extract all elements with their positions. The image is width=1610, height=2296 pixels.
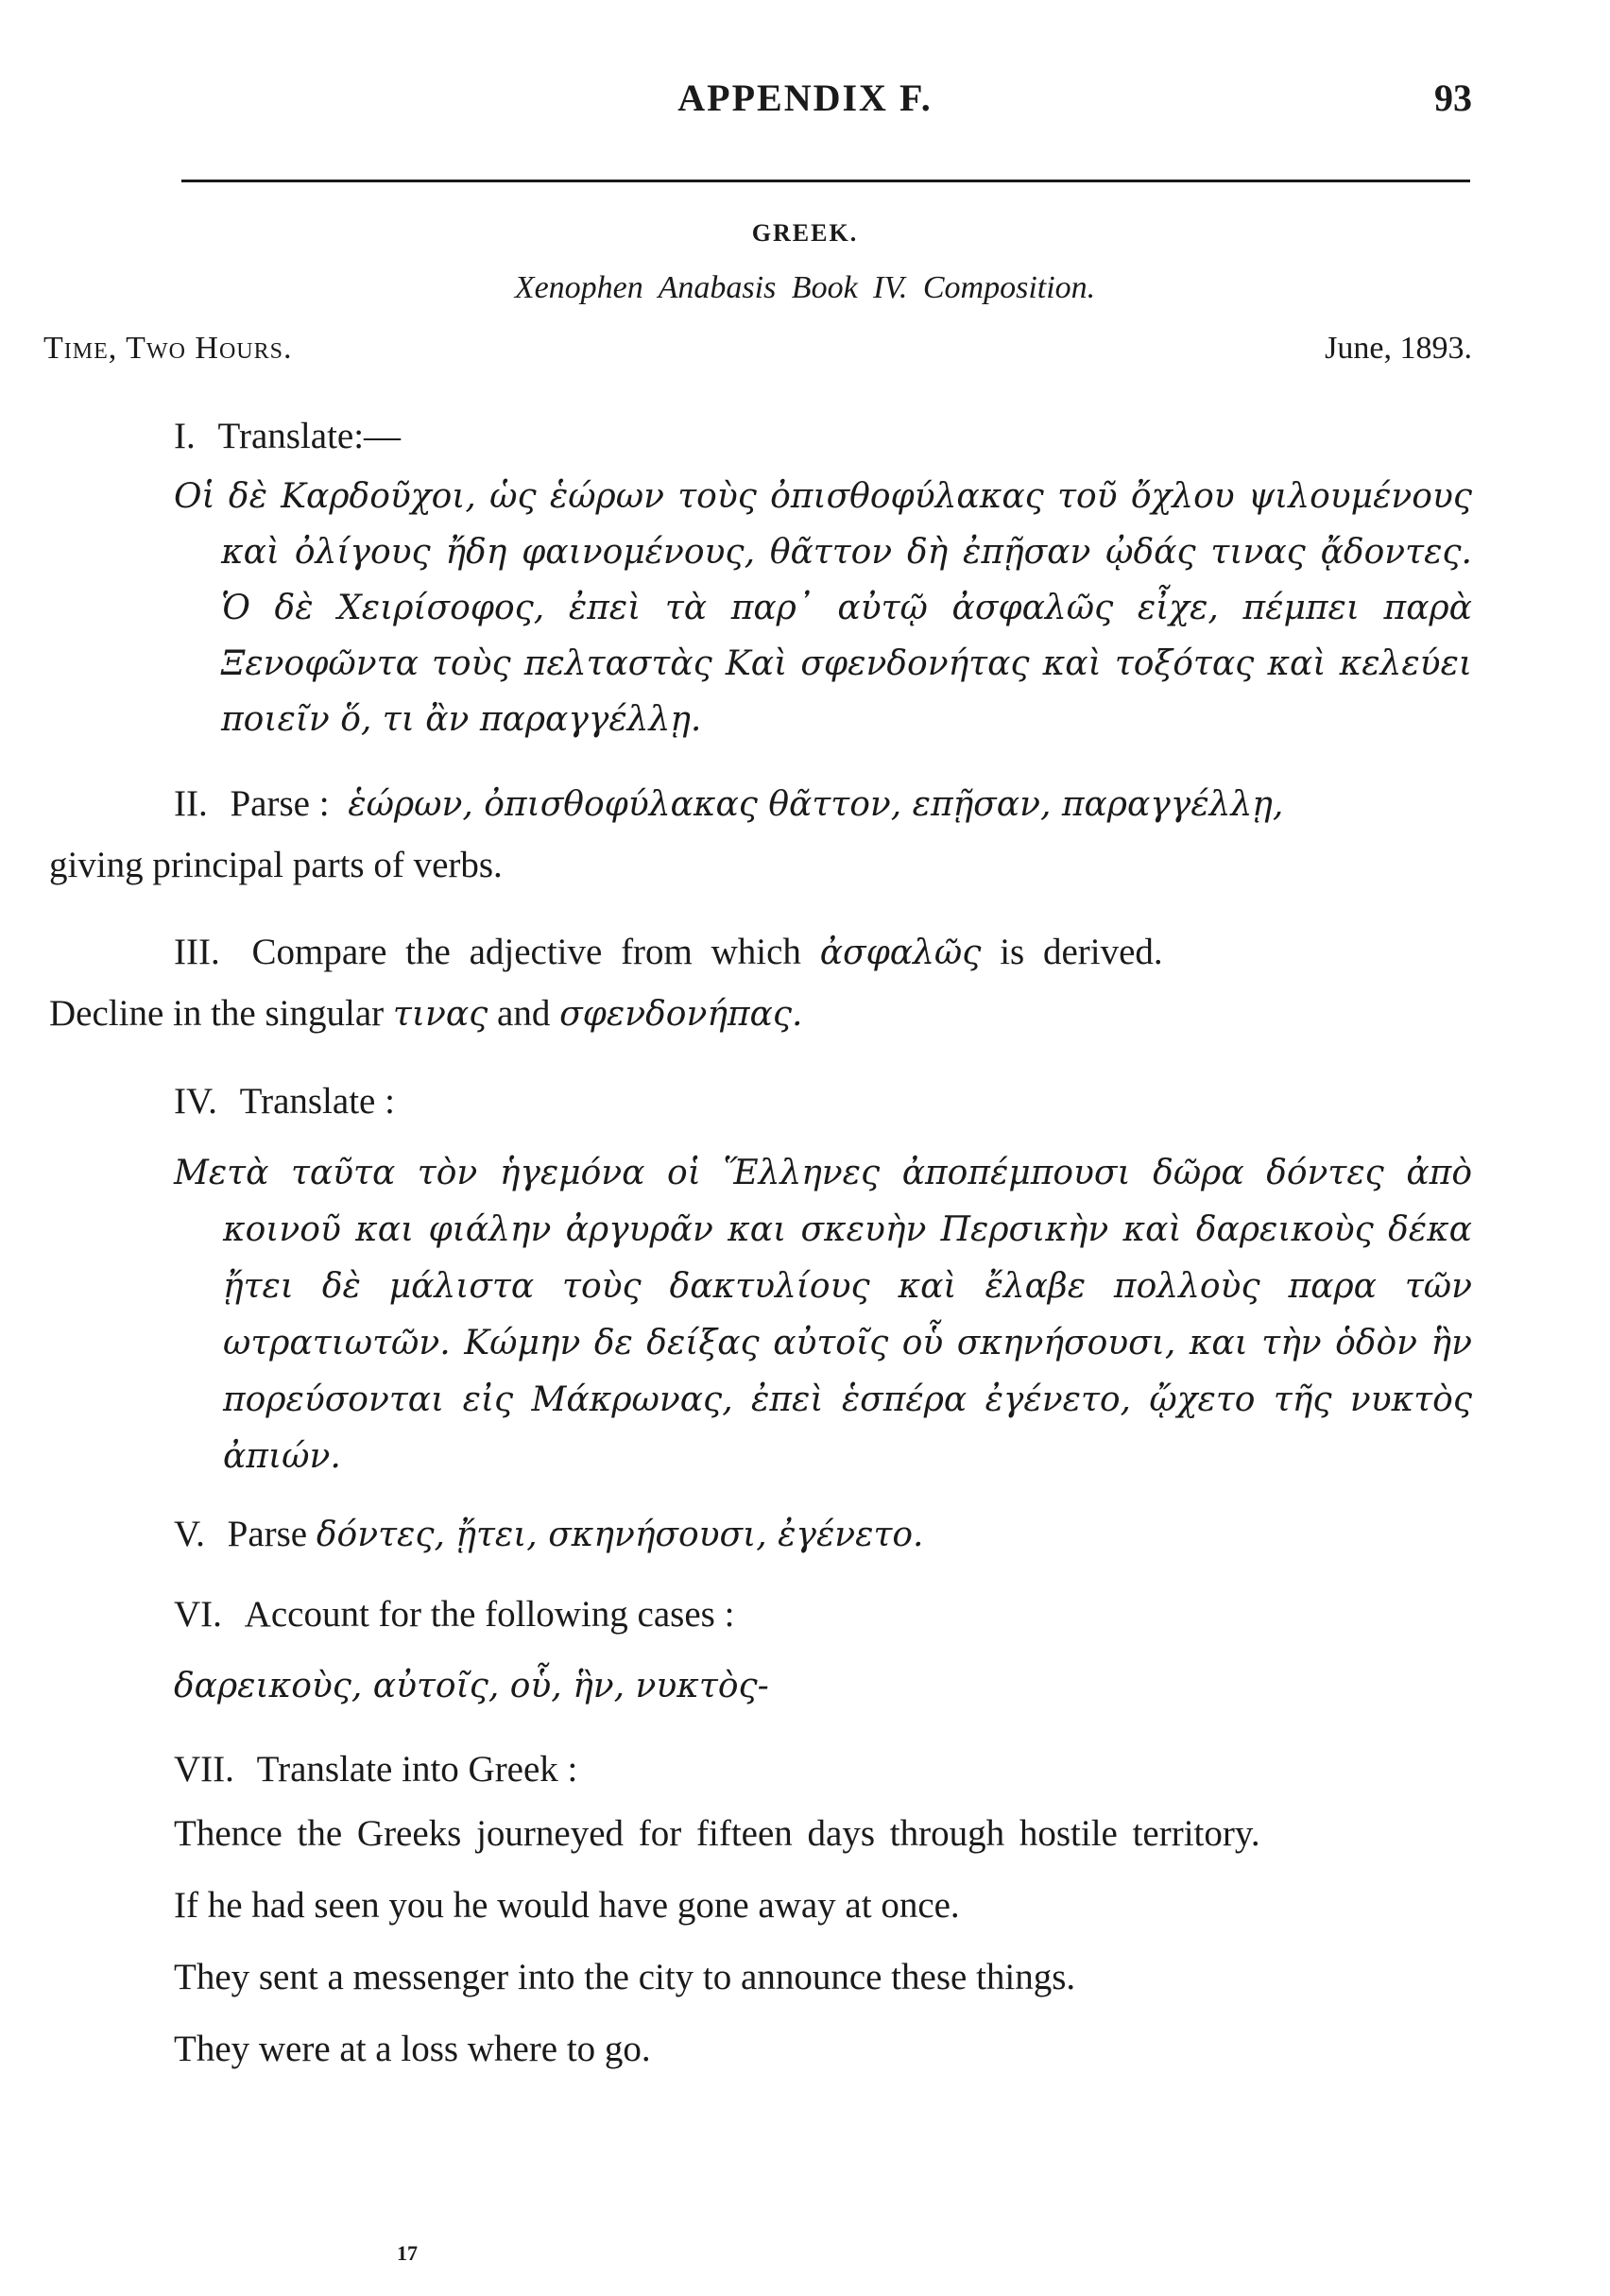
greek-word: σφενδονήπας.: [559, 995, 803, 1034]
signature-mark: 17: [397, 2241, 418, 2265]
exam-time: Time, Two Hours.: [43, 331, 293, 366]
question-number: IV.: [174, 1081, 217, 1122]
question-text: Decline in the singular: [49, 993, 385, 1034]
question-6: [49, 1585, 1472, 1717]
question-3: [49, 922, 1472, 1045]
exam-subject: GREEK.: [751, 219, 859, 247]
question-heading: Account for the following cases :: [244, 1594, 735, 1635]
question-label: Parse: [227, 1514, 308, 1554]
question-heading: Translate into Greek :: [256, 1749, 578, 1790]
greek-words: δαρεικοὺς, αὐτοῖς, οὗ, ἣν, νυκτὸς-: [174, 1667, 769, 1705]
question-number: VII.: [174, 1749, 234, 1790]
exam-course: Xenophen Anabasis Book IV. Composition.: [514, 270, 1096, 305]
question-5: [49, 1504, 1472, 1566]
question-7: [49, 1739, 1472, 2080]
greek-words: ἑώρων, ὀπισθοφύλακας θᾶττον, επῇσαν, παραγγέλλῃ,: [348, 785, 1284, 824]
question-heading: Translate:—: [217, 416, 402, 456]
page-number: 93: [1434, 77, 1472, 119]
question-number: III.: [174, 932, 220, 972]
question-continuation: giving principal parts of verbs.: [49, 845, 503, 885]
question-text: Compare the adjective from which: [251, 932, 801, 972]
translation-sentence: They sent a messenger into the city to announce these things.: [174, 1957, 1076, 1997]
question-2: [49, 774, 1472, 896]
question-number: V.: [174, 1514, 205, 1554]
page-header: [0, 76, 1610, 132]
exam-body: [49, 406, 1472, 2080]
question-number: VI.: [174, 1594, 222, 1635]
header-rule: [181, 180, 1470, 182]
running-head: APPENDIX F.: [677, 77, 933, 119]
question-heading: Translate :: [239, 1081, 395, 1122]
greek-word: τινας: [392, 995, 488, 1034]
question-text: and: [497, 993, 551, 1034]
greek-word: ἀσφαλῶς: [819, 934, 982, 972]
greek-words: δόντες, ᾔτει, σκηνήσουσι, ἐγένετο.: [316, 1516, 924, 1554]
greek-passage: Μετὰ ταῦτα τὸν ἡγεμόνα οἱ Ἕλληνες ἀποπέμπουσι δῶρα δόντες ἀπὸ κοινοῦ και φιάλην ἀργυρᾶν και σκευὴν Περσικὴν καὶ δαρεικοὺς δέκα ᾔτει δὲ μάλιστα τοὺς δακτυλίους καὶ ἔλαβε πολλοὺς παρα τῶν ωτρατιωτῶν. Κώμην δε δείξας αὐτοῖς οὗ σκηνήσουσι, και τὴν ὁδὸν ἣν πορεύσονται εἰς Μάκρωνας, ἐπεὶ ἑσπέρα ἐγένετο, ᾤχετο τῆς νυκτὸς ἀπιών.: [174, 1154, 1472, 1476]
question-1: [49, 406, 1472, 747]
translation-sentence: If he had seen you he would have gone away at once.: [174, 1885, 960, 1926]
question-label: Parse :: [230, 783, 330, 824]
question-text: is derived.: [1000, 932, 1163, 972]
greek-passage: Οἱ δὲ Καρδοῦχοι, ὡς ἑώρων τοὺς ὀπισθοφύλακας τοῦ ὄχλου ψιλουμένους καὶ ὀλίγους ἤδη φαινομένους, θᾶττον δὴ ἐπῇσαν ᾠδάς τινας ᾄδοντες. Ὁ δὲ Χειρίσοφος, ἐπεὶ τὰ παρ᾽ αὐτῷ ἀσφαλῶς εἶχε, πέμπει παρὰ Ξενοφῶντα τοὺς πελταστὰς Καὶ σφενδονήτας καὶ τοξότας καὶ κελεύει ποιεῖν ὅ, τι ἂν παραγγέλλῃ.: [174, 477, 1472, 739]
question-4: [49, 1071, 1472, 1485]
question-number: II.: [174, 783, 208, 824]
translation-sentence: They were at a loss where to go.: [174, 2029, 651, 2069]
question-number: I.: [174, 416, 196, 456]
exam-date: June, 1893.: [1325, 331, 1472, 366]
translation-sentence: Thence the Greeks journeyed for fifteen days through hostile territory.: [174, 1813, 1260, 1854]
